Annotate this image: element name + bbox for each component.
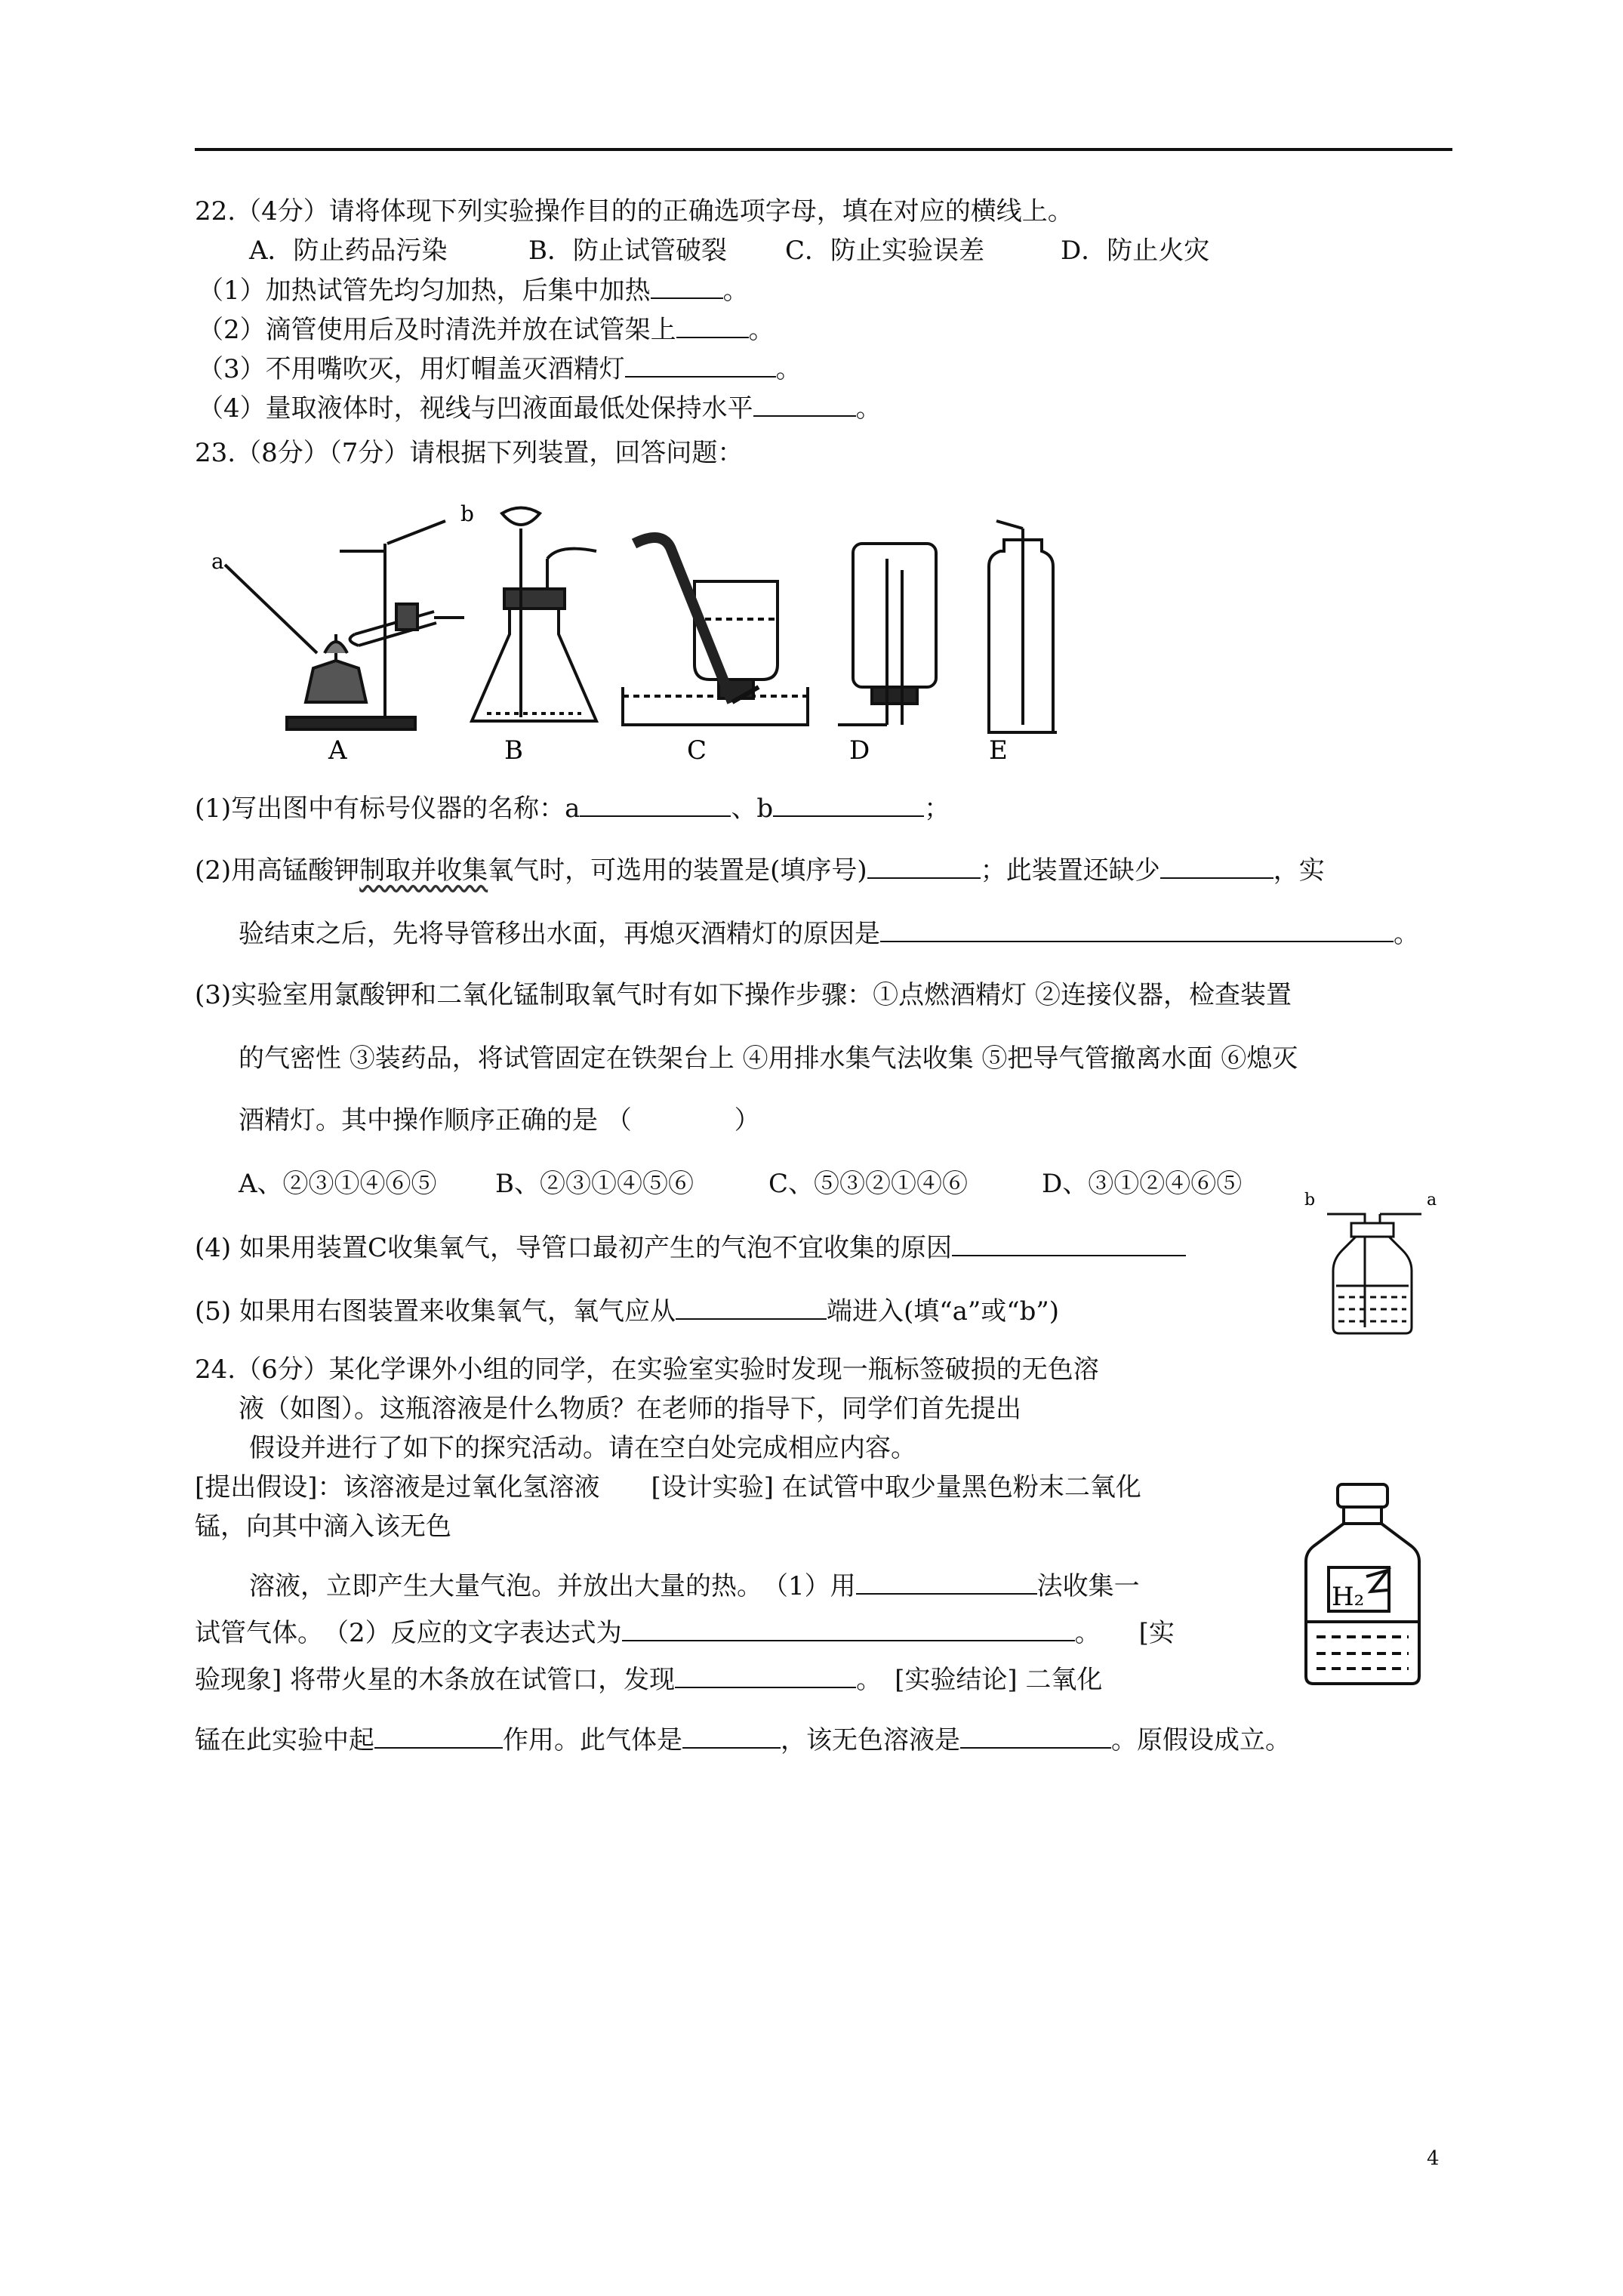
q22-stem: 22.（4分）请将体现下列实验操作目的的正确选项字母，填在对应的横线上。	[195, 196, 1073, 227]
q22-option-d: D．防止火灾	[1061, 236, 1210, 266]
label-b: b	[460, 501, 474, 526]
apparatus-e	[989, 521, 1057, 732]
top-rule	[195, 148, 1452, 151]
q22-option-a: A．防止药品污染	[249, 236, 448, 266]
answer-blank[interactable]	[952, 1232, 1186, 1256]
answer-blank[interactable]	[682, 1724, 781, 1749]
q24-line6-end: 法收集一	[1036, 1571, 1140, 1601]
q24-line9-mid1: 作用。此气体是	[503, 1725, 682, 1755]
q23-stem: 23.（8分）（7分）请根据下列装置，回答问题：	[195, 438, 744, 468]
q22-item-2-text: （2）滴管使用后及时清洗并放在试管架上	[198, 315, 676, 345]
q24-line3: 假设并进行了如下的探究活动。请在空白处完成相应内容。	[249, 1433, 916, 1463]
side-label-b: b	[1304, 1191, 1316, 1210]
q22-item-3	[198, 353, 802, 384]
q24-line5: 锰，向其中滴入该无色	[195, 1512, 451, 1542]
q24-line7	[195, 1617, 1175, 1648]
q23-part1	[195, 793, 950, 824]
apparatus-figure	[204, 498, 1057, 763]
q23-p3-option-b: B、②③①④⑤⑥	[495, 1169, 694, 1199]
label-A: A	[328, 735, 347, 763]
answer-blank[interactable]	[880, 918, 1394, 942]
q24-line8-end: 。 [实验结论] 二氧化	[856, 1665, 1103, 1695]
bottle-label: H₂	[1332, 1582, 1365, 1612]
gas-bottle-figure	[1297, 1184, 1448, 1342]
q24-line7-end: 。 [实	[1074, 1618, 1175, 1648]
q23-p1-mid: 、b	[731, 794, 774, 824]
q24-line2: 液（如图）。这瓶溶液是什么物质？在老师的指导下，同学们首先提出	[239, 1394, 1021, 1424]
q23-part4	[195, 1232, 1186, 1263]
q24-line6	[249, 1570, 1140, 1601]
q22-item-2	[198, 314, 775, 345]
label-C: C	[687, 735, 707, 763]
q23-p3-option-a: A、②③①④⑥⑤	[239, 1169, 437, 1199]
label-B: B	[504, 735, 523, 763]
q23-p1-end: ；	[924, 794, 950, 824]
q22-item-1-text: （1）加热试管先均匀加热，后集中加热	[198, 276, 651, 306]
end-mark: 。	[775, 354, 802, 384]
q22-item-3-text: （3）不用嘴吹灭，用灯帽盖灭酒精灯	[198, 354, 625, 384]
answer-blank[interactable]	[676, 314, 749, 338]
reagent-bottle-figure	[1298, 1478, 1427, 1690]
q23-p1-text: (1)写出图中有标号仪器的名称：a	[195, 794, 581, 824]
q24-line8	[195, 1664, 1102, 1695]
q23-part3-line1: (3)实验室用氯酸钾和二氧化锰制取氧气时有如下操作步骤：①点燃酒精灯 ②连接仪器，检查装置	[195, 980, 1292, 1010]
q22-item-1	[198, 275, 749, 306]
answer-blank[interactable]	[960, 1724, 1111, 1749]
answer-blank[interactable]	[580, 793, 731, 817]
q24-line9-end: 。原假设成立。	[1111, 1725, 1291, 1755]
q22-option-c: C．防止实验误差	[785, 236, 985, 266]
label-E: E	[989, 735, 1008, 763]
answer-blank[interactable]	[622, 1617, 1075, 1641]
page-number: 4	[1427, 2147, 1440, 2170]
q23-p2-emphasis: 制取并收集	[359, 855, 488, 886]
q24-line4: [提出假设]：该溶液是过氧化氢溶液 [设计实验] 在试管中取少量黑色粉末二氧化	[195, 1472, 1141, 1502]
q23-p5-end: 端进入(填“a”或“b”)	[826, 1296, 1060, 1327]
q23-p2-pre: (2)用高锰酸钾	[195, 855, 360, 886]
q23-part2-line2	[239, 918, 1419, 949]
q24-line9	[195, 1724, 1291, 1755]
label-D: D	[849, 735, 870, 763]
answer-blank[interactable]	[374, 1724, 503, 1749]
q23-part2	[195, 855, 1325, 886]
q24-line9-mid2: ，该无色溶液是	[781, 1725, 960, 1755]
apparatus-d	[838, 544, 936, 725]
answer-blank[interactable]	[773, 793, 924, 817]
apparatus-b	[472, 508, 596, 722]
q24-line8-text: 验现象] 将带火星的木条放在试管口，发现	[195, 1665, 676, 1695]
label-a: a	[211, 549, 224, 574]
answer-blank[interactable]	[651, 275, 723, 299]
answer-blank[interactable]	[1160, 855, 1273, 879]
answer-blank[interactable]	[753, 393, 856, 417]
q23-p3-option-c: C、⑤③②①④⑥	[768, 1169, 969, 1199]
q24-line6-text: 溶液，立即产生大量气泡。并放出大量的热。 （1）用	[249, 1571, 856, 1601]
end-mark: 。	[722, 276, 749, 306]
q23-part3-line2: 的气密性 ③装药品，将试管固定在铁架台上 ④用排水集气法收集 ⑤把导气管撤离水面 ⑥熄灭	[239, 1043, 1298, 1074]
end-mark: 。	[855, 393, 882, 424]
q23-p4-text: (4) 如果用装置C收集氧气，导管口最初产生的气泡不宜收集的原因	[195, 1233, 952, 1263]
q23-p2-line2-text: 验结束之后，先将导管移出水面，再熄灭酒精灯的原因是	[239, 919, 880, 949]
q24-line1: 24.（6分）某化学课外小组的同学，在实验室实验时发现一瓶标签破损的无色溶	[195, 1354, 1099, 1385]
q23-p2-post: 氧气时，可选用的装置是(填序号)	[488, 855, 867, 886]
answer-blank[interactable]	[867, 855, 981, 879]
end-mark: 。	[748, 315, 775, 345]
q23-p2-line2-end: 。	[1394, 919, 1419, 949]
q23-p3-option-d: D、③①②④⑥⑤	[1042, 1169, 1243, 1199]
q23-part3-line3: 酒精灯。其中操作顺序正确的是 （ ）	[239, 1105, 760, 1136]
q22-item-4-text: （4）量取液体时，视线与凹液面最低处保持水平	[198, 393, 753, 424]
apparatus-a	[225, 521, 464, 729]
answer-blank[interactable]	[676, 1296, 827, 1320]
q24-line7-text: 试管气体。 （2）反应的文字表达式为	[195, 1618, 622, 1648]
q23-p2-end: ，实	[1273, 855, 1325, 886]
answer-blank[interactable]	[625, 353, 776, 378]
q23-part5	[195, 1296, 1059, 1327]
q22-option-b: B．防止试管破裂	[528, 236, 727, 266]
answer-blank[interactable]	[675, 1664, 856, 1688]
answer-blank[interactable]	[856, 1570, 1037, 1595]
apparatus-c	[623, 538, 808, 725]
q23-p2-mid: ；此装置还缺少	[980, 855, 1160, 886]
q22-item-4	[198, 393, 882, 424]
q23-p5-text: (5) 如果用右图装置来收集氧气，氧气应从	[195, 1296, 676, 1327]
q24-line9-text: 锰在此实验中起	[195, 1725, 374, 1755]
side-label-a: a	[1427, 1191, 1437, 1210]
